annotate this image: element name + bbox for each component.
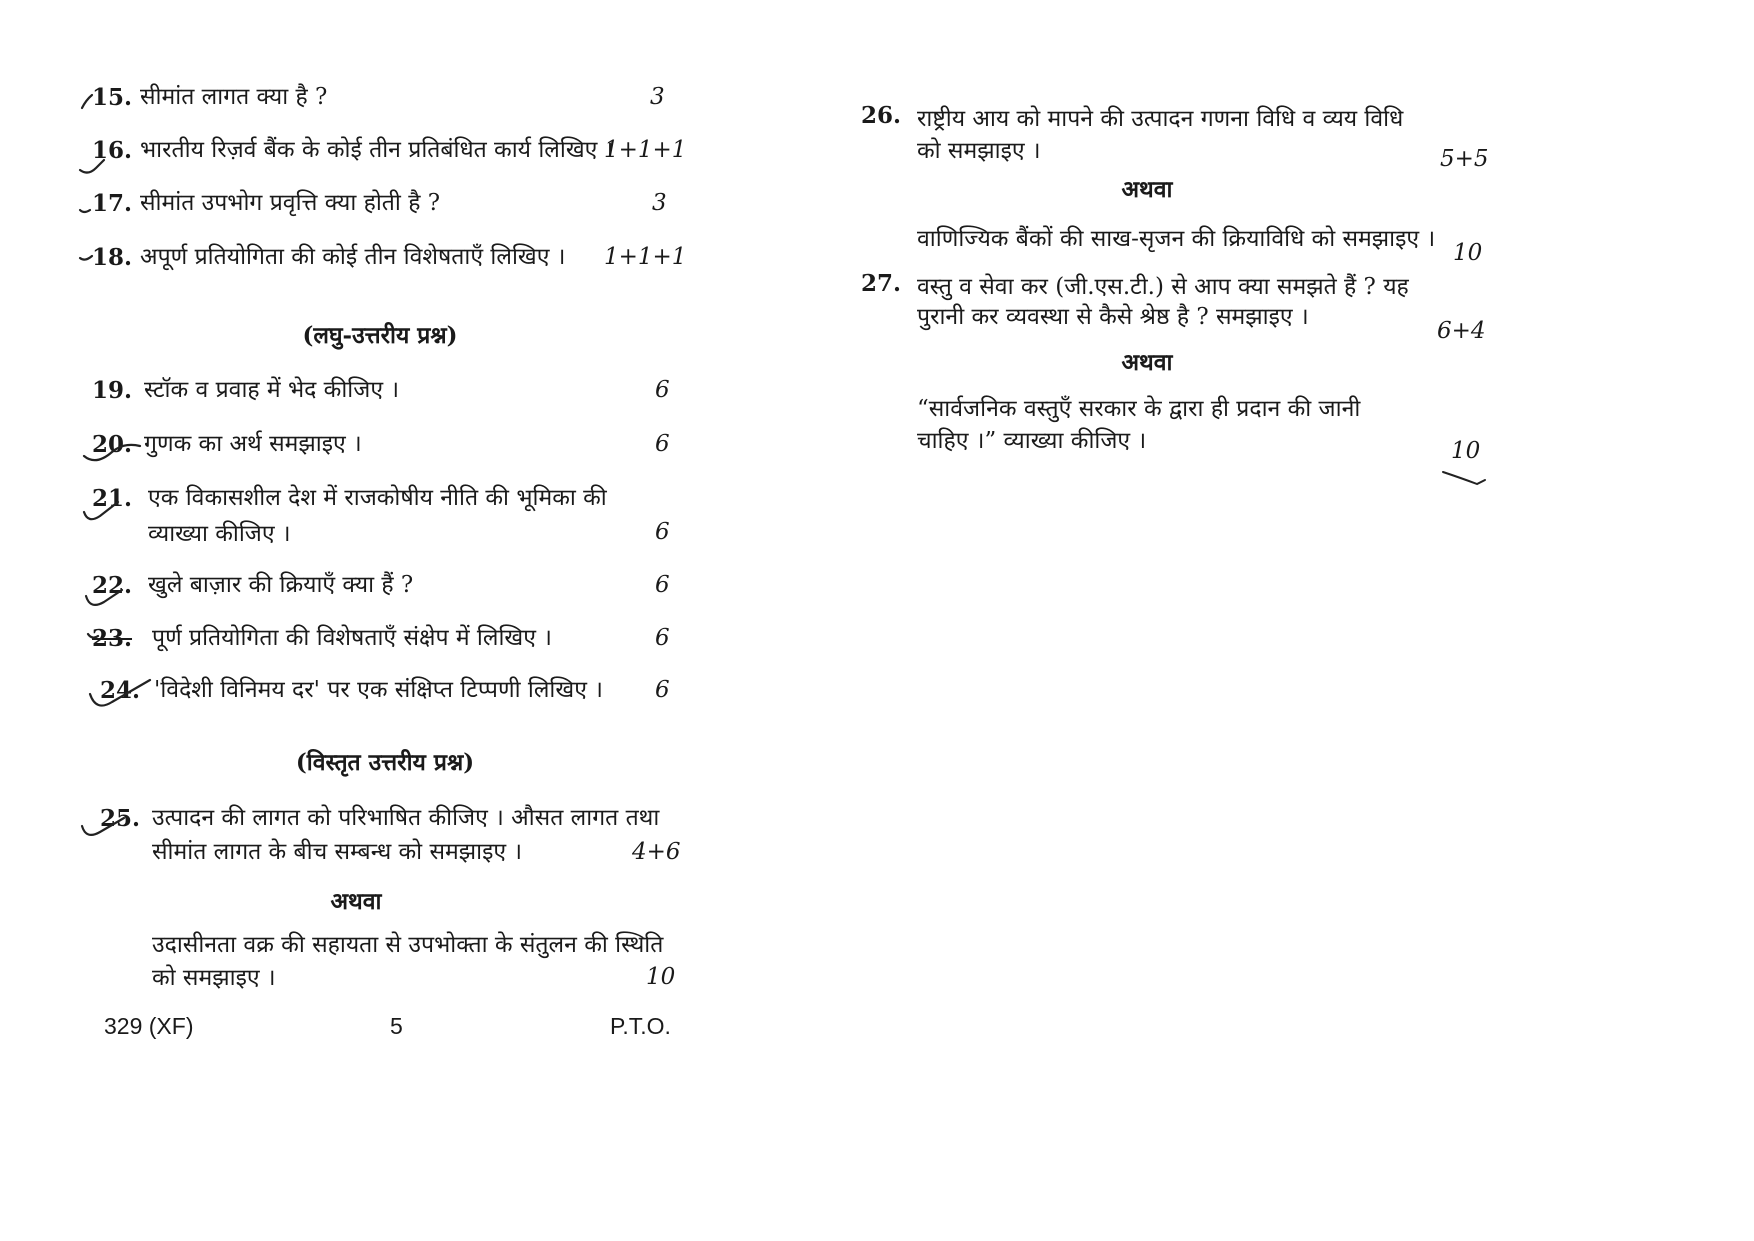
question-text-line-1: वस्तु व सेवा कर (जी.एस.टी.) से आप क्या समझते हैं ? यह — [917, 274, 1409, 300]
question-text-line-2: पुरानी कर व्यवस्था से कैसे श्रेष्ठ है ? समझाइए । — [917, 304, 1309, 330]
question-number: 22. — [92, 572, 133, 599]
question-text-line-1: उदासीनता वक्र की सहायता से उपभोक्ता के संतुलन की स्थिति — [152, 932, 664, 958]
long-answer-heading: (विस्तृत उत्तरीय प्रश्न) — [295, 749, 475, 776]
marks: 6 — [655, 377, 670, 403]
marks: 1+1+1 — [604, 137, 687, 163]
right-page — [861, 0, 1754, 1241]
marks: 1+1+1 — [604, 244, 687, 270]
question-text-line-2: को समझाइए । — [917, 138, 1041, 164]
question-number: 15. — [92, 84, 133, 111]
question-text: स्टॉक व प्रवाह में भेद कीजिए । — [144, 377, 400, 403]
or-label: अथवा — [330, 888, 382, 915]
question-text: पूर्ण प्रतियोगिता की विशेषताएँ संक्षेप में लिखिए । — [152, 625, 552, 651]
question-text-line-2: चाहिए ।” व्याख्या कीजिए । — [917, 428, 1147, 454]
question-text: खुले बाज़ार की क्रियाएँ क्या हैं ? — [148, 572, 414, 598]
marks: 10 — [1451, 438, 1481, 464]
pto-label: P.T.O. — [610, 1013, 671, 1039]
paper-code: 329 (XF) — [104, 1013, 194, 1039]
question-text: 'विदेशी विनिमय दर' पर एक संक्षिप्त टिप्पणी लिखिए । — [154, 677, 603, 703]
question-number: 26. — [861, 102, 902, 129]
question-text: भारतीय रिज़र्व बैंक के कोई तीन प्रतिबंधित कार्य लिखिए । — [140, 137, 614, 163]
question-text-line-1: “सार्वजनिक वस्तुएँ सरकार के द्वारा ही प्रदान की जानी — [917, 396, 1361, 422]
short-answer-heading: (लघु-उत्तरीय प्रश्न) — [302, 322, 458, 349]
marks: 3 — [650, 84, 665, 110]
question-number: 16. — [92, 137, 133, 164]
question-text-line-2: को समझाइए । — [152, 965, 276, 991]
marks: 6 — [655, 677, 670, 703]
question-number: 24. — [100, 677, 141, 704]
question-number: 19. — [92, 377, 133, 404]
marks: 4+6 — [632, 839, 681, 865]
marks: 6 — [655, 625, 670, 651]
question-number: 23. — [92, 625, 133, 652]
marks: 6+4 — [1437, 318, 1486, 344]
question-text: सीमांत उपभोग प्रवृत्ति क्या होती है ? — [140, 190, 441, 216]
or-label: अथवा — [1121, 176, 1173, 203]
question-text: गुणक का अर्थ समझाइए । — [144, 431, 362, 457]
question-number: 27. — [861, 270, 902, 297]
marks: 10 — [1453, 240, 1483, 266]
marks: 6 — [655, 572, 670, 598]
question-text-line-1: उत्पादन की लागत को परिभाषित कीजिए । औसत लागत तथा — [152, 805, 660, 831]
marks: 6 — [655, 519, 670, 545]
question-text-line-1: एक विकासशील देश में राजकोषीय नीति की भूमिका की — [148, 485, 607, 511]
question-text-line-2: सीमांत लागत के बीच सम्बन्ध को समझाइए । — [152, 839, 523, 865]
question-text: सीमांत लागत क्या है ? — [140, 84, 328, 110]
marks: 10 — [646, 964, 676, 990]
question-number: 21. — [92, 485, 133, 512]
question-text-line-2: व्याख्या कीजिए । — [148, 521, 291, 547]
or-label: अथवा — [1121, 349, 1173, 376]
marks: 3 — [652, 190, 667, 216]
page-number: 5 — [390, 1013, 403, 1039]
marks: 5+5 — [1440, 146, 1489, 172]
handwritten-underline-mark — [877, 0, 1754, 1241]
question-text: अपूर्ण प्रतियोगिता की कोई तीन विशेषताएँ लिखिए । — [140, 244, 566, 270]
question-number: 17. — [92, 190, 133, 217]
question-text: वाणिज्यिक बैंकों की साख-सृजन की क्रियाविधि को समझाइए । — [917, 226, 1436, 252]
question-text-line-1: राष्ट्रीय आय को मापने की उत्पादन गणना विधि व व्यय विधि — [917, 106, 1404, 132]
question-number: 20. — [92, 431, 133, 458]
question-number: 25. — [100, 805, 141, 832]
question-number: 18. — [92, 244, 133, 271]
marks: 6 — [655, 431, 670, 457]
